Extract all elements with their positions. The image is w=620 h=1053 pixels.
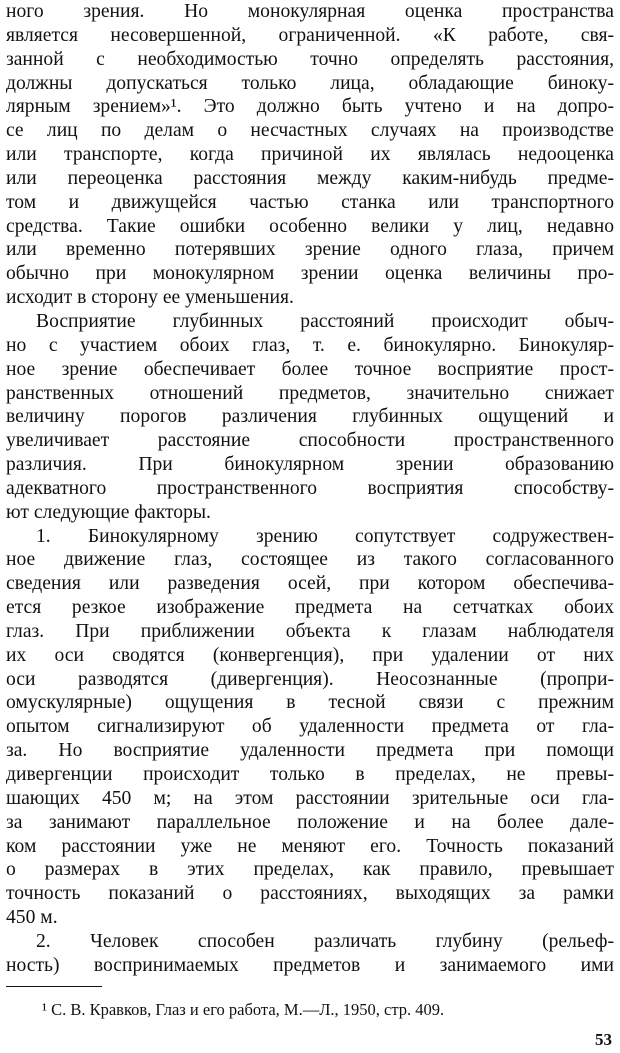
text-line: или временно потерявших зрение одного глаза, причем (6, 239, 614, 261)
text-line: ного зрения. Но монокулярная оценка пространства (6, 1, 614, 22)
text-line: омускулярные) ощущения в тесной связи с прежним (6, 692, 614, 714)
text-line: ное движение глаз, состоящее из такого согласованного (6, 549, 614, 571)
text-line: точность показаний о расстояниях, выходящих за рамки (6, 883, 614, 905)
text-line: том и движущейся частью станка или транспортного (6, 191, 614, 213)
text-line: шающих 450 м; на этом расстоянии зрительные оси гла- (6, 787, 614, 809)
text-line: ранственных отношений предметов, значительно снижает (6, 382, 614, 404)
text-line: ют следующие факторы. (6, 501, 211, 523)
text-line: ется резкое изображение предмета на сетчатках обоих (6, 597, 614, 619)
text-line: за занимают параллельное положение и на более дале- (6, 811, 614, 833)
body-text (6, 0, 614, 978)
footnote-divider (6, 986, 102, 987)
text-line: о размерах в этих пределах, как правило, превышает (6, 859, 614, 881)
text-line: но с участием обоих глаз, т. е. бинокулярно. Бинокуляр- (6, 334, 614, 356)
text-line: Восприятие глубинных расстояний происходит обыч- (36, 310, 614, 332)
text-line: исходит в сторону ее уменьшения. (6, 287, 294, 309)
text-line: увеличивает расстояние способности пространственного (6, 430, 614, 452)
text-line: или переоценка расстояния между каким-нибудь предме- (6, 167, 614, 189)
text-line: за. Но восприятие удаленности предмета при помощи (6, 740, 614, 762)
text-line: обычно при монокулярном зрении оценка величины про- (6, 263, 614, 285)
footnote: ¹ С. В. Кравков, Глаз и его работа, М.—Л., 1950, стр. 409. (42, 1000, 445, 1019)
text-line: ность) воспринимаемых предметов и занимаемого ими (6, 954, 614, 976)
text-line: дивергенции происходит только в пределах, не превы- (6, 764, 614, 785)
text-line: должны допускаться только лица, обладающие бинoку- (6, 72, 614, 94)
text-line: адекватного пространственного восприятия способству- (6, 477, 614, 499)
text-line: 2. Человек способен различать глубину (рельеф- (36, 930, 614, 952)
text-line: их оси сводятся (конвергенция), при удалении от них (6, 644, 614, 666)
text-line: глаз. При приближении объекта к глазам наблюдателя (6, 620, 614, 642)
text-line: величину порогов различения глубинных ощущений и (6, 406, 614, 428)
text-line: различия. При бинокулярном зрении образованию (6, 454, 614, 476)
text-line: опытом сигнализируют об удаленности предмета от гла- (6, 716, 614, 738)
text-line: лярным зрением»¹. Это должно быть учтено и на допро- (6, 96, 614, 118)
text-line: оси разводятся (дивергенция). Неосознанные (пропри- (6, 668, 614, 690)
text-line: или транспорте, когда причиной их являлась недооценка (6, 144, 614, 166)
text-line: се лиц по делам о несчастных случаях на производстве (6, 120, 614, 142)
text-line: 1. Бинокулярному зрению сопутствует содружествен- (36, 525, 614, 547)
text-line: сведения или разведения осей, при котором обеспечива- (6, 573, 614, 595)
text-line: занной с необходимостью точно определять расстояния, (6, 48, 614, 70)
text-line: ное зрение обеспечивает более точное восприятие прост- (6, 358, 614, 380)
page-number: 53 (595, 1030, 612, 1049)
text-line: является несовершенной, ограниченной. «К работе, свя- (6, 24, 614, 46)
text-line: 450 м. (6, 907, 58, 929)
text-line: средства. Такие ошибки особенно велики у лиц, недавно (6, 215, 614, 237)
text-line: ком расстоянии уже не меняют его. Точность показаний (6, 835, 614, 857)
